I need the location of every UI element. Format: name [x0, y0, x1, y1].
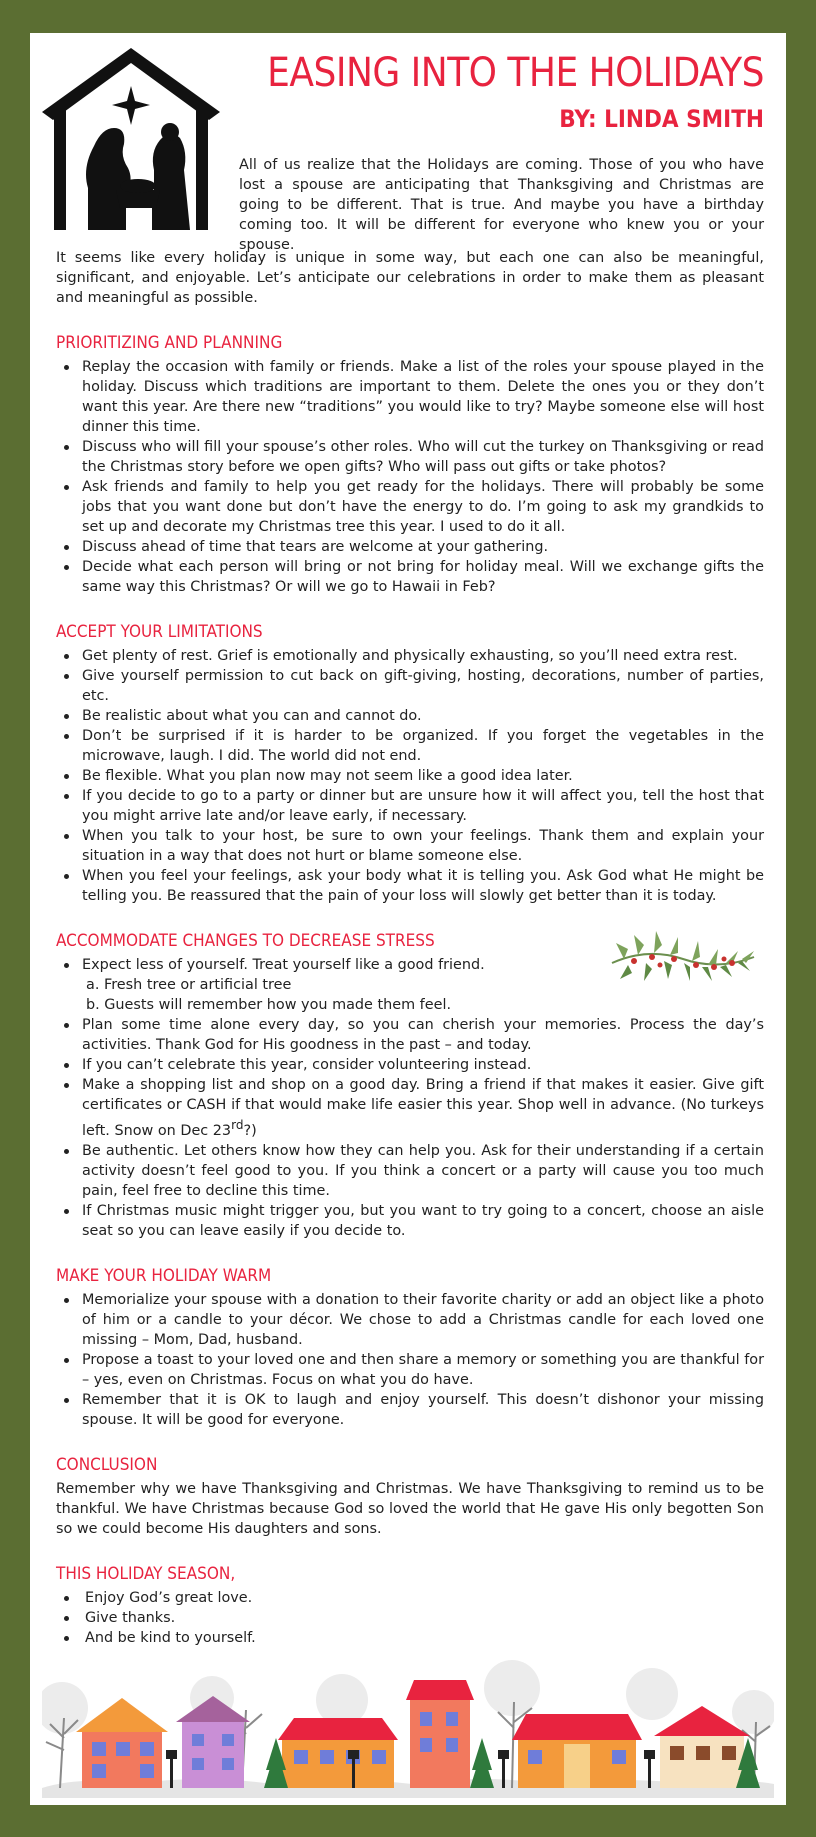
list-item: When you talk to your host, be sure to own your feelings. Thank them and explain your situation in a way that does not hurt or blame someone else. — [82, 828, 764, 864]
list-item: Be flexible. What you plan now may not seem like a good idea later. — [82, 766, 764, 786]
section-heading-accommodate: ACCOMMODATE CHANGES TO DECREASE STRESS — [56, 931, 435, 951]
list-item: Remember that it is OK to laugh and enjoy yourself. This doesn’t dishonor your missing spouse. It will be good for everyone. — [82, 1391, 764, 1428]
list-item: Ask friends and family to help you get ready for the holidays. There will probably be some jobs that you want done but don’t have the energy to do. I’m going to ask my grandkids to set up and decorate my Christmas tree this year. I used to do it all. — [82, 479, 764, 535]
list-item: Discuss ahead of time that tears are welcome at your gathering. — [82, 537, 764, 557]
list-item: Give thanks. — [82, 1608, 764, 1628]
section-heading-warm: MAKE YOUR HOLIDAY WARM — [56, 1265, 272, 1286]
list-item-text-end: ?) — [243, 1122, 257, 1139]
limitations-list — [56, 646, 764, 906]
list-item: Plan some time alone every day, so you can cherish your memories. Process the day’s activities. Thank God for His goodness in the past – and today. — [82, 1017, 764, 1053]
opening-paragraph: It seems like every holiday is unique in some way, but each one can also be meaningful, significant, and enjoyable. Let’s anticipate our celebrations in order to make them as pleasant and meaningful as possible. — [56, 250, 764, 306]
nativity-icon — [42, 48, 220, 230]
list-item-text: Expect less of yourself. Treat yourself like a good friend. — [82, 957, 485, 973]
village-illustration — [42, 1638, 774, 1798]
list-item: Be realistic about what you can and cannot do. — [82, 706, 764, 726]
section-heading-conclusion: CONCLUSION — [56, 1454, 158, 1475]
list-item: If Christmas music might trigger you, but you want to try going to a concert, choose an aisle seat so you can leave easily if you decide to. — [82, 1202, 764, 1239]
article-body — [56, 248, 764, 1648]
list-item: Discuss who will fill your spouse’s other roles. Who will cut the turkey on Thanksgiving or read the Christmas story before we open gifts? Who will pass out gifts or take photos? — [82, 439, 764, 475]
list-item: Give yourself permission to cut back on gift-giving, hosting, decorations, number of parties, etc. — [82, 668, 764, 704]
list-item: Get plenty of rest. Grief is emotionally and physically exhausting, so you’ll need extra rest. — [82, 646, 764, 666]
author-byline: BY: LINDA SMITH — [559, 105, 764, 133]
section-heading-limitations: ACCEPT YOUR LIMITATIONS — [56, 622, 263, 642]
warm-list — [56, 1290, 764, 1430]
list-item — [82, 955, 764, 1015]
list-item: Replay the occasion with family or friends. Make a list of the roles your spouse played in the holiday. Discuss which traditions are important to them. Delete the ones you or they don’t want this year. Are there new “traditions” you would like to try? Maybe someone else will host dinner this time. — [82, 359, 764, 435]
section-heading-season: THIS HOLIDAY SEASON, — [56, 1563, 236, 1584]
list-item: And be kind to yourself. — [82, 1628, 764, 1648]
list-item: Propose a toast to your loved one and then share a memory or something you are thankful for – yes, even on Christmas. Focus on what you do have. — [82, 1351, 764, 1388]
section-heading-prioritizing: PRIORITIZING AND PLANNING — [56, 333, 283, 353]
list-item-text: Make a shopping list and shop on a good day. Bring a friend if that makes it easier. Give gift certificates or CASH if that would make life easier this year. Shop well in advance. (No turkeys left. Snow on Dec 23 — [82, 1077, 764, 1139]
intro-paragraph: All of us realize that the Holidays are coming. Those of you who have lost a spouse are anticipating that Thanksgiving and Christmas are going to be different. That is true. And maybe you have a birthday coming too. It will be different for everyone who knew you or your spouse. — [239, 157, 764, 253]
accommodate-list — [56, 955, 764, 1241]
prioritizing-list — [56, 357, 764, 597]
list-item: Memorialize your spouse with a donation to their favorite charity or add an object like a photo of him or a candle to your décor. We chose to add a Christmas candle for each loved one missing – Mom, Dad, husband. — [82, 1291, 764, 1348]
page-title: EASING INTO THE HOLIDAYS — [267, 50, 764, 96]
list-item: Enjoy God’s great love. — [82, 1588, 764, 1608]
list-item: If you decide to go to a party or dinner but are unsure how it will affect you, tell the host that you might arrive late and/or leave early, if necessary. — [82, 788, 764, 824]
conclusion-paragraph: Remember why we have Thanksgiving and Christmas. We have Thanksgiving to remind us to be thankful. We have Christmas because God so loved the world that He gave His only begotten Son so we could become His daughters and sons. — [56, 1480, 764, 1537]
ordinal-suffix: rd — [231, 1118, 244, 1132]
newsletter-page — [30, 33, 786, 1805]
list-item — [82, 1075, 764, 1141]
sub-item-b: b. Guests will remember how you made them feel. — [86, 997, 452, 1013]
list-item: Decide what each person will bring or not bring for holiday meal. Will we exchange gifts the same way this Christmas? Or will we go to Hawaii in Feb? — [82, 559, 764, 595]
list-item: If you can’t celebrate this year, consider volunteering instead. — [82, 1055, 764, 1075]
list-item: Be authentic. Let others know how they can help you. Ask for their understanding if a certain activity doesn’t feel good to you. If you think a concert or a party will cause you too much pain, feel free to decline this time. — [82, 1142, 764, 1199]
list-item: When you feel your feelings, ask your body what it is telling you. Ask God what He might be telling you. Be reassured that the pain of your loss will slowly get better than it is today. — [82, 868, 764, 904]
sub-item-a: a. Fresh tree or artificial tree — [86, 977, 292, 993]
list-item: Don’t be surprised if it is harder to be organized. If you forget the vegetables in the microwave, laugh. I did. The world did not end. — [82, 728, 764, 764]
